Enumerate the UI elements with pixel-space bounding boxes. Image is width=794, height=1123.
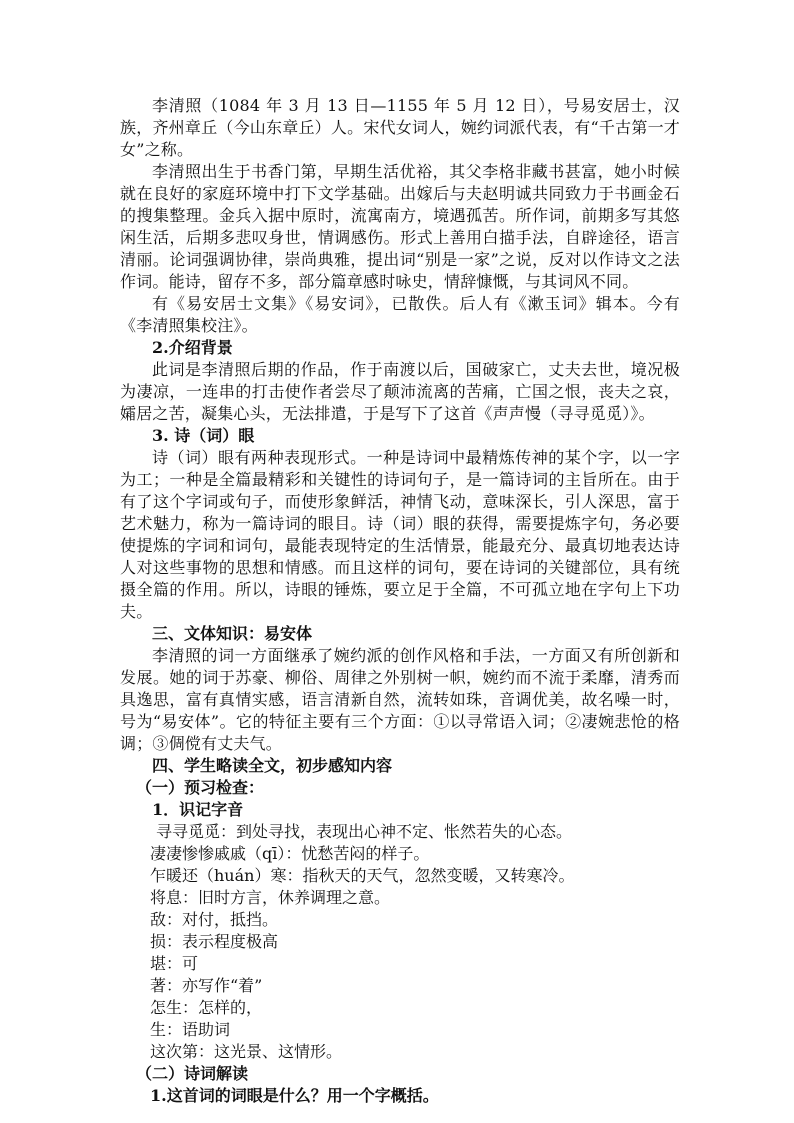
vocab-item: 这次第：这光景、这情形。	[150, 1042, 343, 1061]
question-1: 1.这首词的词眼是什么？用一个字概括。	[150, 1086, 439, 1105]
vocab-item: 生：语助词	[150, 1020, 231, 1039]
heading-background: 2.介绍背景	[152, 338, 233, 357]
heading-words: 1．识记字音	[152, 800, 244, 819]
vocab-item: 寻寻觅觅：到处寻找，表现出心神不定、怅然若失的心态。	[156, 822, 573, 841]
document-page	[120, 95, 680, 1107]
background-paragraph: 此词是李清照后期的作品，作于南渡以后，国破家亡，丈夫去世，境况极为凄凉，一连串的打击使作者尝尽了颠沛流离的苦痛，亡国之恨，丧夫之哀，孀居之苦，凝集心头，无法排遣，于是写下了这首《声声慢（寻寻觅觅）》。	[120, 360, 680, 423]
vocab-item: 损：表示程度极高	[150, 932, 279, 951]
vocab-item: 著：亦写作“着”	[150, 976, 263, 995]
vocab-item: 乍暖还（huán）寒：指秋天的天气，忽然变暖，又转寒冷。	[150, 866, 575, 885]
heading-preview: （一）预习检查：	[136, 778, 265, 797]
style-paragraph: 李清照的词一方面继承了婉约派的创作风格和手法，一方面又有所创新和发展。她的词于苏豪、柳俗、周律之外别树一帜，婉约而不流于柔靡，清秀而具逸思，富有真情实感，语言清新自然，流转如珠，音调优美，故名噪一时，号为“易安体”。它的特征主要有三个方面：①以寻常语入词；②凄婉悲怆的格调；③倜傥有丈夫气。	[120, 646, 680, 753]
vocab-item: 怎生：怎样的，	[150, 998, 263, 1017]
heading-style: 三、文体知识：易安体	[152, 624, 313, 643]
intro-paragraph-3: 有《易安居士文集》《易安词》，已散佚。后人有《漱玉词》辑本。今有《李清照集校注》。	[120, 294, 680, 335]
heading-poem-eye: 3. 诗（词）眼	[152, 426, 255, 445]
poem-eye-paragraph: 诗（词）眼有两种表现形式。一种是诗词中最精炼传神的某个字，以一字为工；一种是全篇最精彩和关键性的诗词句子，是一篇诗词的主旨所在。由于有了这个字词或句子，而使形象鲜活，神情飞动，意味深长，引人深思，富于艺术魅力，称为一篇诗词的眼目。诗（词）眼的获得，需要提炼字句，务必要使提炼的字词和词句，最能表现特定的生活情景，能最充分、最真切地表达诗人对这些事物的思想和情感。而且这样的词句，要在诗词的关键部位，具有统摄全篇的作用。所以，诗眼的锤炼，要立足于全篇，不可孤立地在字句上下功夫。	[120, 448, 680, 621]
heading-read: 四、学生略读全文，初步感知内容	[152, 756, 393, 775]
vocab-item: 将息：旧时方言，休养调理之意。	[150, 888, 391, 907]
vocab-item: 堪：可	[150, 954, 199, 973]
vocab-item: 敌：对付，抵挡。	[150, 910, 279, 929]
heading-interpretation: （二）诗词解读	[136, 1064, 249, 1083]
intro-paragraph-1: 李清照（1084 年 3 月 13 日—1155 年 5 月 12 日），号易安居士，汉族，齐州章丘（今山东章丘）人。宋代女词人，婉约词派代表，有“千古第一才女”之称。	[120, 96, 680, 159]
intro-paragraph-2: 李清照出生于书香门第，早期生活优裕，其父李格非藏书甚富，她小时候就在良好的家庭环境中打下文学基础。出嫁后与夫赵明诚共同致力于书画金石的搜集整理。金兵入据中原时，流寓南方，境遇孤苦。所作词，前期多写其悠闲生活，后期多悲叹身世，情调感伤。形式上善用白描手法，自辟途径，语言清丽。论词强调协律，崇尚典雅，提出词“别是一家”之说，反对以作诗文之法作词。能诗，留存不多，部分篇章感时咏史，情辞慷慨，与其词风不同。	[120, 162, 680, 291]
vocab-item: 凄凄惨惨戚戚（qī）：忧愁苦闷的样子。	[150, 844, 430, 863]
